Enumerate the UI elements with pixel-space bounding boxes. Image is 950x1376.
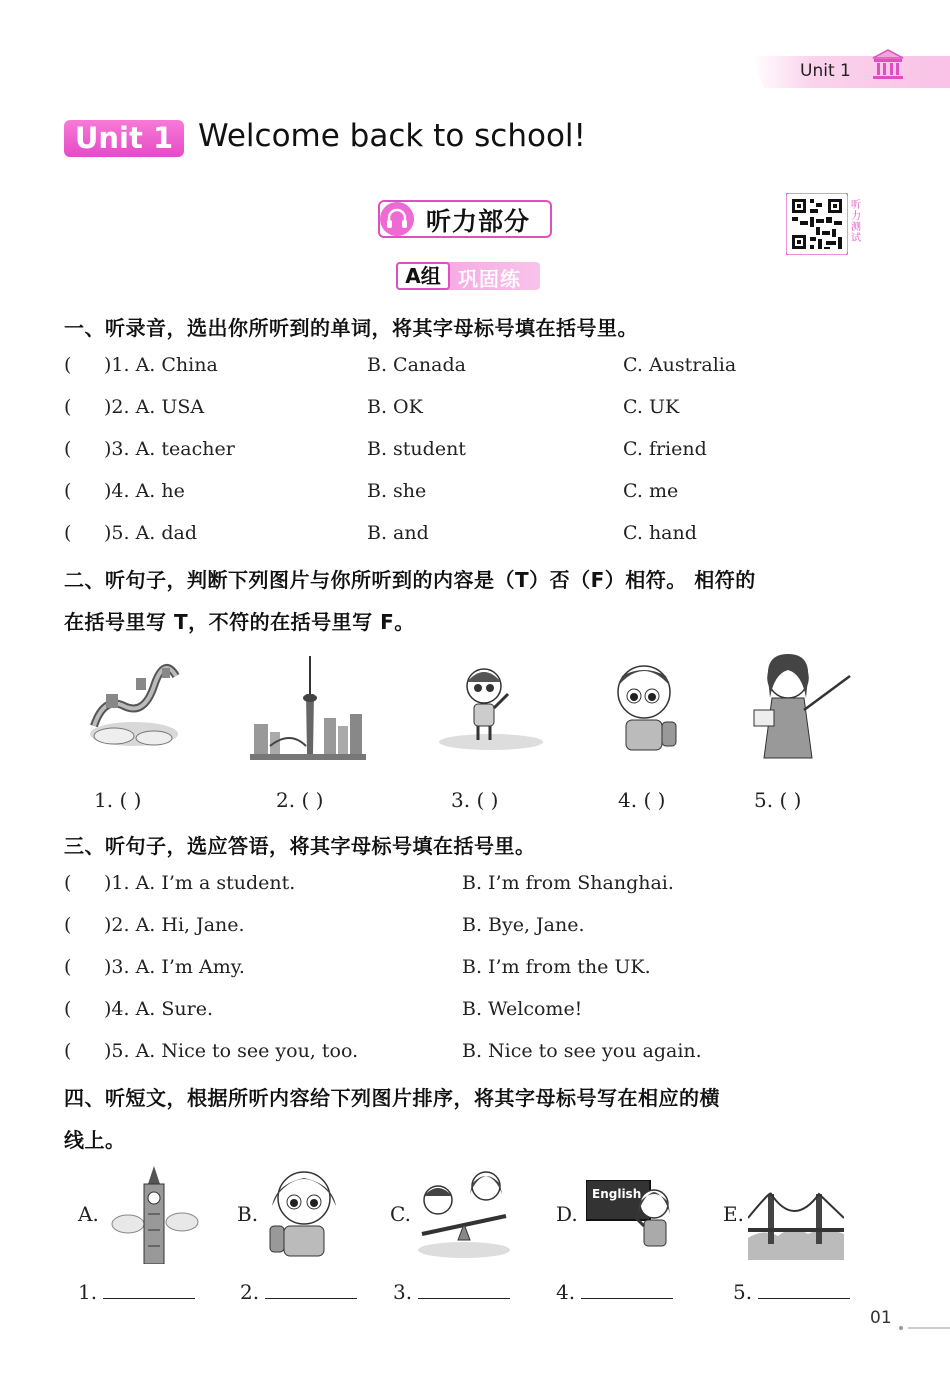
- waving-boy-picture: [436, 660, 546, 756]
- unit-badge: Unit 1: [64, 120, 184, 157]
- q3-item-4-option-b: B. Welcome!: [462, 998, 583, 1020]
- q1-item-1-option-b: B. Canada: [367, 354, 466, 376]
- q1-item-2-option-c: C. UK: [623, 396, 680, 418]
- group-letter: A组: [396, 262, 450, 290]
- unit-tab: [752, 56, 950, 88]
- q3-item-2-paren[interactable]: (: [64, 914, 72, 936]
- q3-item-3-option-a: )3. A. I’m Amy.: [104, 956, 245, 978]
- q1-item-4-option-b: B. she: [367, 480, 427, 502]
- q4-answer-3-label: 3.: [393, 1280, 413, 1304]
- q1-item-1-paren[interactable]: (: [64, 354, 72, 376]
- page-number-decoration: [898, 1316, 950, 1335]
- girl-with-backpack-picture: [262, 1164, 346, 1264]
- q3-item-5-paren[interactable]: (: [64, 1040, 72, 1062]
- q2-answer-3[interactable]: 3. ( ): [451, 788, 499, 812]
- headphones-icon: [380, 202, 414, 236]
- q4-option-b-label: B.: [237, 1202, 259, 1226]
- page-number: 01: [870, 1308, 892, 1328]
- group-name: 巩固练: [458, 267, 521, 291]
- q4-answer-5[interactable]: [733, 1280, 850, 1304]
- q1-item-3-option-c: C. friend: [623, 438, 707, 460]
- q1-item-2-paren[interactable]: (: [64, 396, 72, 418]
- q1-item-2-option-a: )2. A. USA: [104, 396, 205, 418]
- question-4-title-line-2: 线上。: [64, 1128, 126, 1152]
- q4-option-a-label: A.: [78, 1202, 99, 1226]
- cn-tower-skyline-picture: [250, 654, 366, 766]
- q4-option-e-label: E.: [723, 1202, 744, 1226]
- page-title: Welcome back to school!: [198, 118, 586, 154]
- building-columns-icon: [870, 48, 906, 86]
- q1-item-3-option-a: )3. A. teacher: [104, 438, 235, 460]
- q1-item-4-option-c: C. me: [623, 480, 679, 502]
- q1-item-2-option-b: B. OK: [367, 396, 423, 418]
- question-2-title-line-2: 在括号里写 T，不符的在括号里写 F。: [64, 610, 415, 634]
- q2-answer-2[interactable]: 2. ( ): [276, 788, 324, 812]
- q4-answer-4[interactable]: [556, 1280, 673, 1304]
- question-4-title-line-1: 四、听短文，根据所听内容给下列图片排序，将其字母标号写在相应的横: [64, 1086, 720, 1110]
- q3-item-4-option-a: )4. A. Sure.: [104, 998, 213, 1020]
- golden-gate-bridge-picture: [748, 1188, 844, 1264]
- q4-answer-5-blank[interactable]: [758, 1280, 850, 1299]
- q4-answer-5-label: 5.: [733, 1280, 753, 1304]
- q3-item-4-paren[interactable]: (: [64, 998, 72, 1020]
- teacher-with-pointer-picture: [752, 648, 854, 770]
- q1-item-3-paren[interactable]: (: [64, 438, 72, 460]
- q1-item-5-paren[interactable]: (: [64, 522, 72, 544]
- q3-item-2-option-a: )2. A. Hi, Jane.: [104, 914, 245, 936]
- q4-answer-1[interactable]: [78, 1280, 195, 1304]
- q3-item-5-option-b: B. Nice to see you again.: [462, 1040, 702, 1062]
- question-2-title-line-1: 二、听句子，判断下列图片与你所听到的内容是（T）否（F）相符。 相符的: [64, 568, 756, 592]
- q2-answer-4[interactable]: 4. ( ): [618, 788, 666, 812]
- q3-item-1-option-b: B. I’m from Shanghai.: [462, 872, 674, 894]
- q1-item-5-option-b: B. and: [367, 522, 429, 544]
- listening-section-title: 听力部分: [426, 207, 531, 236]
- q3-item-1-paren[interactable]: (: [64, 872, 72, 894]
- q1-item-1-option-c: C. Australia: [623, 354, 737, 376]
- unit-tab-label: Unit 1: [800, 61, 851, 81]
- q4-answer-2[interactable]: [240, 1280, 357, 1304]
- q3-item-1-option-a: )1. A. I’m a student.: [104, 872, 296, 894]
- q4-answer-1-blank[interactable]: [103, 1280, 195, 1299]
- q1-item-3-option-b: B. student: [367, 438, 466, 460]
- question-1-title: 一、听录音，选出你所听到的单词，将其字母标号填在括号里。: [64, 316, 638, 340]
- kids-on-seesaw-picture: [416, 1164, 512, 1264]
- qr-label: 听力测试: [851, 200, 861, 244]
- english-class-picture: [586, 1180, 680, 1254]
- great-wall-picture: [84, 656, 184, 754]
- q4-answer-4-label: 4.: [556, 1280, 576, 1304]
- q3-item-3-paren[interactable]: (: [64, 956, 72, 978]
- question-3-title: 三、听句子，选应答语，将其字母标号填在括号里。: [64, 834, 536, 858]
- blackboard-text: English: [592, 1187, 642, 1201]
- q1-item-1-option-a: )1. A. China: [104, 354, 218, 376]
- q4-option-c-label: C.: [390, 1202, 411, 1226]
- big-ben-picture: [108, 1164, 200, 1268]
- q4-answer-4-blank[interactable]: [581, 1280, 673, 1299]
- q1-item-4-option-a: )4. A. he: [104, 480, 185, 502]
- q4-answer-1-label: 1.: [78, 1280, 98, 1304]
- q1-item-5-option-a: )5. A. dad: [104, 522, 198, 544]
- q1-item-4-paren[interactable]: (: [64, 480, 72, 502]
- q4-option-d-label: D.: [556, 1202, 578, 1226]
- q4-answer-3[interactable]: [393, 1280, 510, 1304]
- q4-answer-2-label: 2.: [240, 1280, 260, 1304]
- qr-code-icon[interactable]: [786, 193, 848, 259]
- q3-item-2-option-b: B. Bye, Jane.: [462, 914, 585, 936]
- q1-item-5-option-c: C. hand: [623, 522, 697, 544]
- q2-answer-1[interactable]: 1. ( ): [94, 788, 142, 812]
- q4-answer-3-blank[interactable]: [418, 1280, 510, 1299]
- q3-item-3-option-b: B. I’m from the UK.: [462, 956, 651, 978]
- q2-answer-5[interactable]: 5. ( ): [754, 788, 802, 812]
- boy-with-backpack-picture: [606, 656, 684, 760]
- q3-item-5-option-a: )5. A. Nice to see you, too.: [104, 1040, 359, 1062]
- q4-answer-2-blank[interactable]: [265, 1280, 357, 1299]
